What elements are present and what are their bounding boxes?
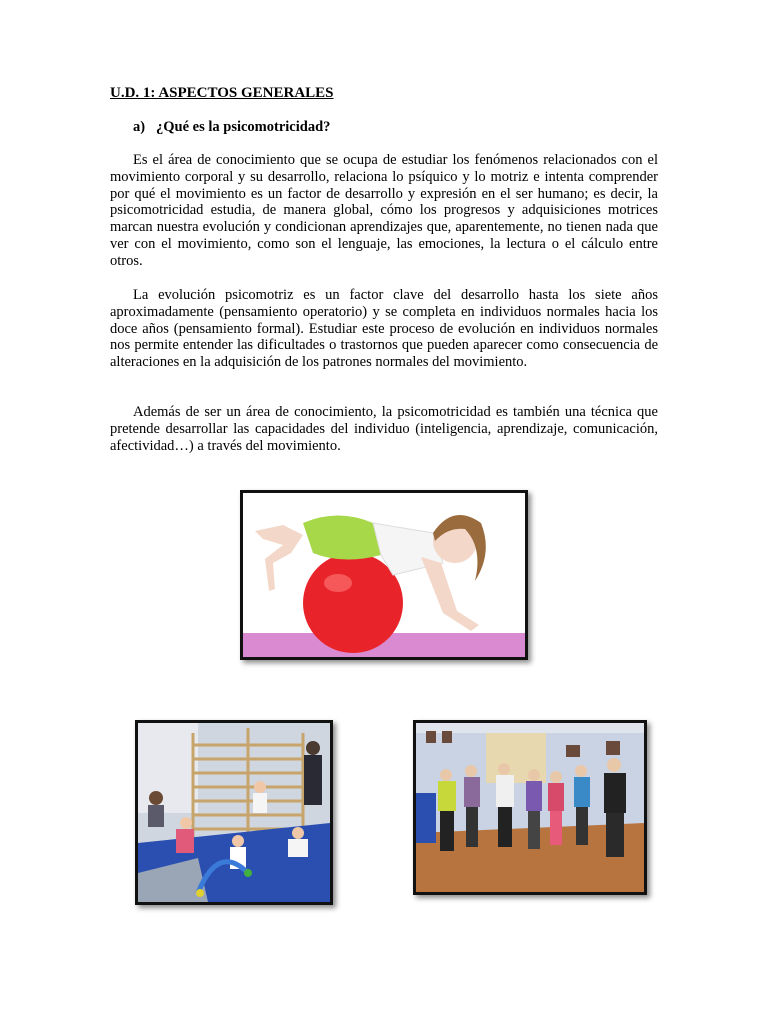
section-heading-text: ¿Qué es la psicomotricidad? — [156, 119, 331, 135]
photo-children-gym — [135, 720, 333, 905]
paragraph-1: Es el área de conocimiento que se ocupa de estudiar los fenómenos relacionados con el movimiento corporal y su desarrollo, relaciona lo psíquico y lo motriz e intenta comprender por qué el movimiento es un factor de desarrollo y expresión en el ser humano; es decir, la psicomotricidad estudia, de manera global, cómo los progresos y adquisiciones motrices marcan nuestra evolución y condicionan aprendizajes que, aparentemente, no tienen nada que ver con el movimiento, como son el lenguaje, las emociones, la lectura o el cálculo entre otros. — [110, 152, 658, 269]
document-title: U.D. 1: ASPECTOS GENERALES — [110, 85, 334, 101]
red-ball — [303, 553, 403, 653]
green-skirt — [303, 516, 381, 560]
girl-on-ball-illustration — [243, 493, 525, 657]
children-gym-illustration — [138, 723, 330, 902]
photo-elderly-group — [413, 720, 647, 895]
elderly-group-illustration — [416, 723, 644, 892]
photo-girl-on-ball — [240, 490, 528, 660]
section-marker: a) — [133, 119, 146, 135]
section-heading — [133, 119, 330, 136]
paragraph-3: Además de ser un área de conocimiento, la psicomotricidad es también una técnica que pretende desarrollar las capacidades del individuo (inteligencia, aprendizaje, comunicación, afectividad…) a través del movimiento. — [110, 404, 658, 454]
paragraph-2: La evolución psicomotriz es un factor clave del desarrollo hasta los siete años aproximadamente (pensamiento operatorio) y se completa en individuos normales hacia los doce años (pensamiento formal). Estudiar este proceso de evolución en individuos normales nos permite entender las dificultades o trastornos que pueden aparecer como consecuencia de alteraciones en la adquisición de los patrones normales del movimiento. — [110, 287, 658, 371]
